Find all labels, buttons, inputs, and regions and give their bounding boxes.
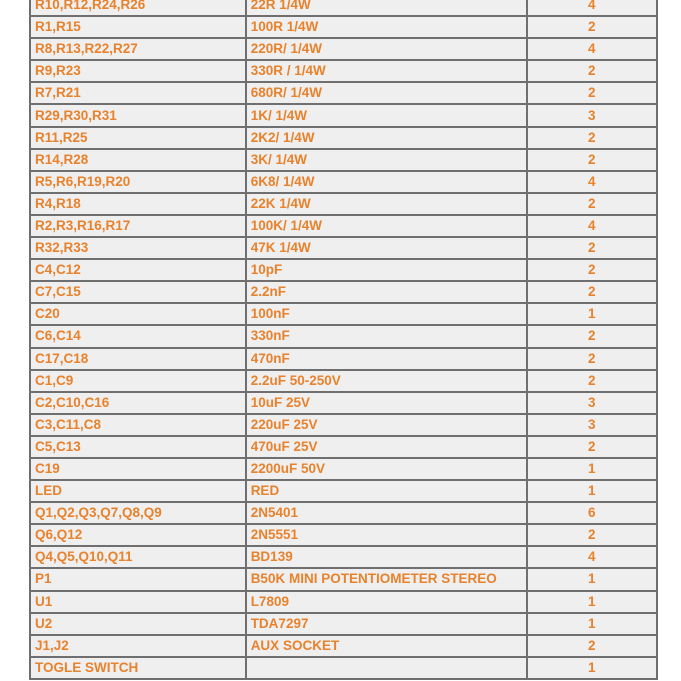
ref-cell: R29,R30,R31 — [30, 104, 246, 126]
bom-table — [29, 0, 658, 680]
value-cell: RED — [246, 480, 527, 502]
value-cell: 2N5551 — [246, 524, 527, 546]
value-cell: BD139 — [246, 546, 527, 568]
ref-cell: R2,R3,R16,R17 — [30, 215, 246, 237]
qty-cell: 6 — [527, 502, 657, 524]
ref-cell: R14,R28 — [30, 149, 246, 171]
qty-cell: 2 — [527, 370, 657, 392]
table-row — [30, 480, 657, 502]
ref-cell: C1,C9 — [30, 370, 246, 392]
qty-cell: 2 — [527, 127, 657, 149]
ref-cell: R10,R12,R24,R26 — [30, 0, 246, 16]
table-row — [30, 0, 657, 16]
ref-cell: C6,C14 — [30, 325, 246, 347]
qty-cell: 4 — [527, 38, 657, 60]
qty-cell: 4 — [527, 171, 657, 193]
table-row — [30, 104, 657, 126]
qty-cell: 1 — [527, 591, 657, 613]
value-cell: 220uF 25V — [246, 414, 527, 436]
table-row — [30, 237, 657, 259]
ref-cell: U2 — [30, 613, 246, 635]
qty-cell: 2 — [527, 16, 657, 38]
ref-cell: C5,C13 — [30, 436, 246, 458]
qty-cell: 2 — [527, 259, 657, 281]
qty-cell: 4 — [527, 546, 657, 568]
qty-cell: 2 — [527, 635, 657, 657]
table-row — [30, 635, 657, 657]
value-cell: 47K 1/4W — [246, 237, 527, 259]
table-row — [30, 82, 657, 104]
bom-table-body — [30, 0, 657, 679]
qty-cell: 3 — [527, 392, 657, 414]
qty-cell: 2 — [527, 237, 657, 259]
ref-cell: C4,C12 — [30, 259, 246, 281]
qty-cell: 3 — [527, 414, 657, 436]
qty-cell: 2 — [527, 524, 657, 546]
value-cell: 470nF — [246, 348, 527, 370]
qty-cell: 2 — [527, 348, 657, 370]
qty-cell: 3 — [527, 104, 657, 126]
ref-cell: Q1,Q2,Q3,Q7,Q8,Q9 — [30, 502, 246, 524]
table-row — [30, 657, 657, 679]
value-cell: 6K8/ 1/4W — [246, 171, 527, 193]
qty-cell: 2 — [527, 436, 657, 458]
ref-cell: R5,R6,R19,R20 — [30, 171, 246, 193]
value-cell: 330R / 1/4W — [246, 60, 527, 82]
value-cell: 2K2/ 1/4W — [246, 127, 527, 149]
qty-cell: 2 — [527, 325, 657, 347]
ref-cell: J1,J2 — [30, 635, 246, 657]
qty-cell: 1 — [527, 480, 657, 502]
value-cell: 470uF 25V — [246, 436, 527, 458]
table-row — [30, 436, 657, 458]
value-cell: 2200uF 50V — [246, 458, 527, 480]
value-cell: AUX SOCKET — [246, 635, 527, 657]
qty-cell: 4 — [527, 215, 657, 237]
table-row — [30, 370, 657, 392]
table-row — [30, 171, 657, 193]
ref-cell: LED — [30, 480, 246, 502]
ref-cell: R7,R21 — [30, 82, 246, 104]
table-row — [30, 127, 657, 149]
value-cell: 22R 1/4W — [246, 0, 527, 16]
value-cell: 2.2uF 50-250V — [246, 370, 527, 392]
qty-cell: 4 — [527, 0, 657, 16]
ref-cell: R32,R33 — [30, 237, 246, 259]
value-cell: 220R/ 1/4W — [246, 38, 527, 60]
value-cell: 100R 1/4W — [246, 16, 527, 38]
table-row — [30, 303, 657, 325]
ref-cell: TOGLE SWITCH — [30, 657, 246, 679]
qty-cell: 2 — [527, 281, 657, 303]
table-row — [30, 591, 657, 613]
value-cell: 2.2nF — [246, 281, 527, 303]
value-cell: 3K/ 1/4W — [246, 149, 527, 171]
value-cell: 330nF — [246, 325, 527, 347]
table-row — [30, 502, 657, 524]
ref-cell: C20 — [30, 303, 246, 325]
table-row — [30, 16, 657, 38]
table-row — [30, 281, 657, 303]
table-row — [30, 215, 657, 237]
table-row — [30, 524, 657, 546]
qty-cell: 1 — [527, 458, 657, 480]
value-cell: 10uF 25V — [246, 392, 527, 414]
table-row — [30, 325, 657, 347]
value-cell: 1K/ 1/4W — [246, 104, 527, 126]
ref-cell: R4,R18 — [30, 193, 246, 215]
table-row — [30, 149, 657, 171]
table-row — [30, 414, 657, 436]
value-cell: 10pF — [246, 259, 527, 281]
table-row — [30, 458, 657, 480]
qty-cell: 1 — [527, 303, 657, 325]
value-cell: 22K 1/4W — [246, 193, 527, 215]
ref-cell: C3,C11,C8 — [30, 414, 246, 436]
value-cell: TDA7297 — [246, 613, 527, 635]
value-cell: 2N5401 — [246, 502, 527, 524]
value-cell: 100nF — [246, 303, 527, 325]
table-row — [30, 546, 657, 568]
ref-cell: R11,R25 — [30, 127, 246, 149]
ref-cell: Q4,Q5,Q10,Q11 — [30, 546, 246, 568]
ref-cell: C2,C10,C16 — [30, 392, 246, 414]
value-cell: 100K/ 1/4W — [246, 215, 527, 237]
table-row — [30, 613, 657, 635]
qty-cell: 2 — [527, 193, 657, 215]
ref-cell: C19 — [30, 458, 246, 480]
ref-cell: C17,C18 — [30, 348, 246, 370]
qty-cell: 1 — [527, 613, 657, 635]
table-row — [30, 392, 657, 414]
ref-cell: R9,R23 — [30, 60, 246, 82]
value-cell: B50K MINI POTENTIOMETER STEREO — [246, 568, 527, 590]
qty-cell: 2 — [527, 60, 657, 82]
ref-cell: C7,C15 — [30, 281, 246, 303]
ref-cell: Q6,Q12 — [30, 524, 246, 546]
table-row — [30, 568, 657, 590]
value-cell: 680R/ 1/4W — [246, 82, 527, 104]
ref-cell: R1,R15 — [30, 16, 246, 38]
ref-cell: U1 — [30, 591, 246, 613]
qty-cell: 2 — [527, 149, 657, 171]
table-row — [30, 38, 657, 60]
ref-cell: P1 — [30, 568, 246, 590]
table-row — [30, 193, 657, 215]
value-cell — [246, 657, 527, 679]
qty-cell: 2 — [527, 82, 657, 104]
value-cell: L7809 — [246, 591, 527, 613]
qty-cell: 1 — [527, 657, 657, 679]
table-row — [30, 348, 657, 370]
qty-cell: 1 — [527, 568, 657, 590]
ref-cell: R8,R13,R22,R27 — [30, 38, 246, 60]
table-row — [30, 60, 657, 82]
table-row — [30, 259, 657, 281]
